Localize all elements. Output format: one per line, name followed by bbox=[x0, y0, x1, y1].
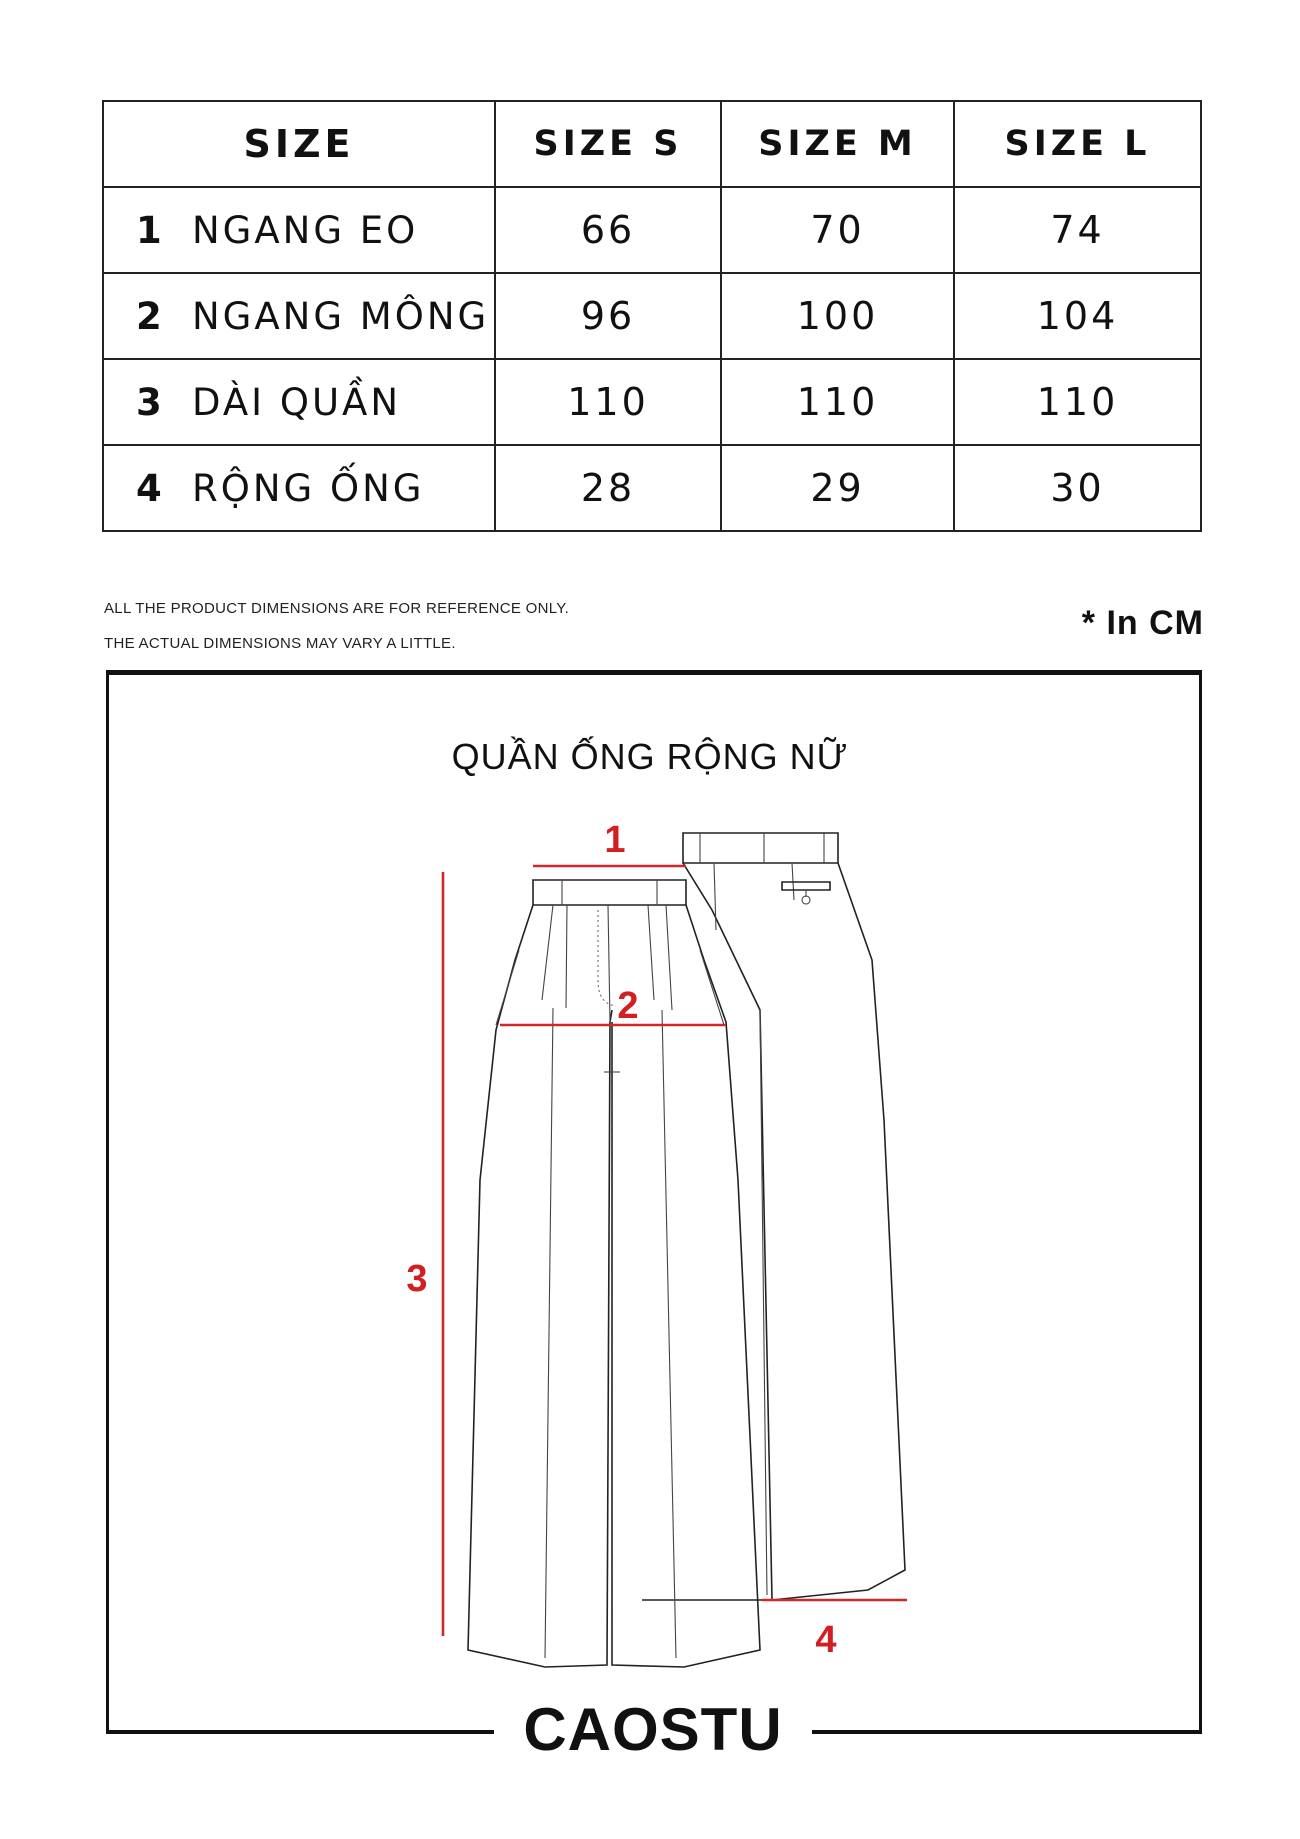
disclaimer-line-1: ALL THE PRODUCT DIMENSIONS ARE FOR REFERENCE ONLY. bbox=[104, 600, 570, 617]
waist-marker: 1 bbox=[604, 819, 626, 861]
row-number: 3 bbox=[136, 380, 165, 424]
row-number: 1 bbox=[136, 208, 165, 252]
cell-value: 100 bbox=[721, 273, 954, 359]
row-label-text: RỘNG ỐNG bbox=[192, 466, 425, 510]
figure-title: QUẦN ỐNG RỘNG NỮ bbox=[451, 736, 849, 777]
row-number: 2 bbox=[136, 294, 165, 338]
measurement-markers bbox=[406, 819, 907, 1661]
footer-rule-right bbox=[812, 1730, 1202, 1734]
pants-front-view bbox=[468, 880, 760, 1667]
hip-marker: 2 bbox=[617, 985, 639, 1027]
row-label-text: NGANG EO bbox=[192, 208, 419, 252]
header-size-l: SIZE L bbox=[954, 101, 1201, 187]
row-label-text: NGANG MÔNG bbox=[192, 294, 490, 338]
cell-value: 66 bbox=[495, 187, 721, 273]
row-number: 4 bbox=[136, 466, 165, 510]
pants-back-view bbox=[642, 833, 905, 1600]
cell-value: 30 bbox=[954, 445, 1201, 531]
header-size-m: SIZE M bbox=[721, 101, 954, 187]
row-label-text: DÀI QUẦN bbox=[192, 380, 402, 424]
disclaimer-line-2: THE ACTUAL DIMENSIONS MAY VARY A LITTLE. bbox=[104, 635, 456, 652]
leg-opening-marker: 4 bbox=[815, 1619, 837, 1661]
cell-value: 110 bbox=[954, 359, 1201, 445]
cell-value: 74 bbox=[954, 187, 1201, 273]
brand-logo: CAOSTU bbox=[523, 1696, 783, 1763]
cell-value: 110 bbox=[495, 359, 721, 445]
footer-rule-left bbox=[106, 1730, 494, 1734]
unit-note: * In CM bbox=[1081, 604, 1204, 642]
cell-value: 110 bbox=[721, 359, 954, 445]
header-size-s: SIZE S bbox=[495, 101, 721, 187]
cell-value: 96 bbox=[495, 273, 721, 359]
header-size-label: SIZE bbox=[103, 101, 495, 187]
cell-value: 104 bbox=[954, 273, 1201, 359]
length-marker: 3 bbox=[406, 1258, 428, 1300]
cell-value: 70 bbox=[721, 187, 954, 273]
cell-value: 29 bbox=[721, 445, 954, 531]
cell-value: 28 bbox=[495, 445, 721, 531]
